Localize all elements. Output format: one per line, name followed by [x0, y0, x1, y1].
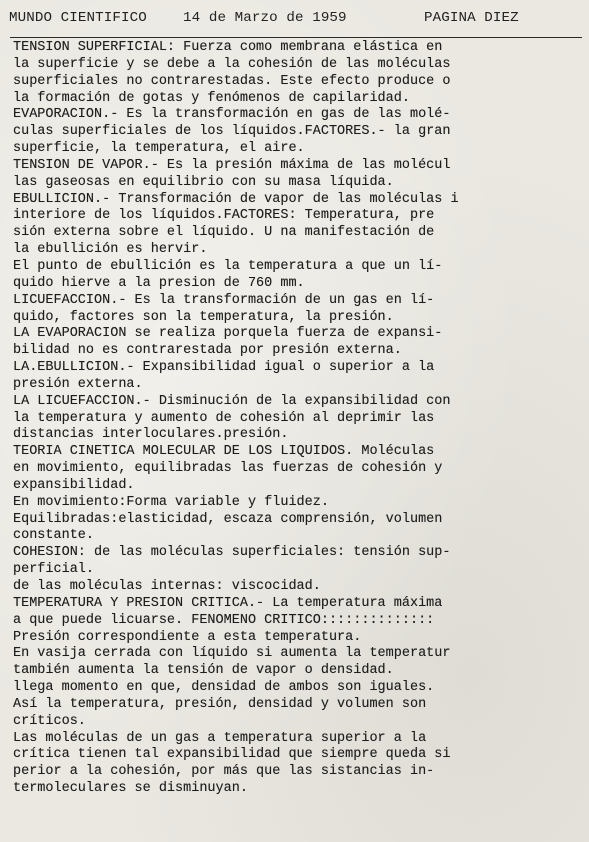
text-line: constante. [13, 528, 95, 544]
publication-name: MUNDO CIENTIFICO [9, 10, 147, 26]
header-rule [10, 37, 582, 38]
text-line: En vasija cerrada con líquido si aumenta la temperatur [13, 646, 451, 662]
text-line: TEORIA CINETICA MOLECULAR DE LOS LIQUIDOS. Moléculas [13, 444, 435, 460]
text-line: culas superficiales de los líquidos.FACTORES.- la gran [13, 124, 451, 140]
text-line: superficiales no contrarestadas. Este efecto produce o [13, 73, 451, 89]
text-line: la formación de gotas y fenómenos de capilaridad. [13, 90, 410, 106]
text-line: a que puede licuarse. FENOMENO CRITICO:::::::::::::: [13, 612, 435, 628]
text-line: TEMPERATURA Y PRESION CRITICA.- La temperatura máxima [13, 595, 443, 611]
text-line: quido hierve a la presion de 760 mm. [13, 275, 305, 291]
text-line: bilidad no es contrarestada por presión externa. [13, 343, 402, 359]
text-line: Equilibradas:elasticidad, escaza comprensión, volumen [13, 511, 443, 527]
text-line: las gaseosas en equilibrio con su masa líquida. [13, 174, 394, 190]
text-line: TENSION DE VAPOR.- Es la presión máxima de las molécul [13, 157, 451, 173]
text-line: la ebullición es hervir. [13, 242, 208, 258]
text-line: Las moléculas de un gas a temperatura superior a la [13, 730, 427, 746]
text-line: la superficie y se debe a la cohesión de las moléculas [13, 56, 451, 72]
text-line: llega momento en que, densidad de ambos son iguales. [13, 680, 435, 696]
text-line: presión externa. [13, 376, 143, 392]
text-line: superficie, la temperatura, el aire. [13, 141, 305, 157]
text-line: quido, factores son la temperatura, la presión. [13, 309, 394, 325]
text-line: la temperatura y aumento de cohesión al deprimir las [13, 410, 435, 426]
text-line: LA.EBULLICION.- Expansibilidad igual o superior a la [13, 360, 435, 376]
text-line: de las moléculas internas: viscocidad. [13, 579, 321, 594]
text-line: LICUEFACCION.- Es la transformación de un gas en lí- [13, 292, 435, 308]
text-line: Presión correspondiente a esta temperatura. [13, 629, 362, 645]
text-line: EVAPORACION.- Es la transformación en gas de las molé- [13, 107, 451, 123]
text-line: distancias interloculares.presión. [13, 427, 289, 443]
text-line: perior a la cohesión, por más que las sistancias in- [13, 764, 435, 780]
text-line: El punto de ebullición es la temperatura a que un lí- [13, 258, 443, 274]
page-header [9, 8, 583, 30]
page-number: PAGINA DIEZ [424, 10, 519, 26]
text-line: sión externa sobre el líquido. U na manifestación de [13, 225, 435, 241]
text-line: EBULLICION.- Transformación de vapor de las moléculas i [13, 191, 459, 207]
text-line: críticos. [13, 713, 86, 729]
text-line: COHESION: de las moléculas superficiales: tensión sup- [13, 545, 451, 561]
text-line: crítica tienen tal expansibilidad que siempre queda si [13, 747, 451, 763]
text-line: TENSION SUPERFICIAL: Fuerza como membrana elástica en [13, 40, 443, 55]
text-line: interiore de los líquidos.FACTORES: Temperatura, pre [13, 208, 435, 224]
text-line: En movimiento:Forma variable y fluidez. [13, 494, 329, 510]
body-text [13, 40, 587, 798]
text-line: expansibilidad. [13, 477, 135, 493]
text-line: Así la temperatura, presión, densidad y volumen son [13, 696, 427, 712]
text-line: termoleculares se disminuyan. [13, 781, 248, 797]
text-line: en movimiento, equilibradas las fuerzas de cohesión y [13, 461, 443, 477]
text-line: perficial. [13, 562, 95, 578]
issue-date: 14 de Marzo de 1959 [183, 10, 347, 26]
text-line: también aumenta la tensión de vapor o densidad. [13, 663, 394, 679]
text-line: LA EVAPORACION se realiza porquela fuerza de expansi- [13, 326, 443, 342]
text-line: LA LICUEFACCION.- Disminución de la expansibilidad con [13, 393, 451, 409]
